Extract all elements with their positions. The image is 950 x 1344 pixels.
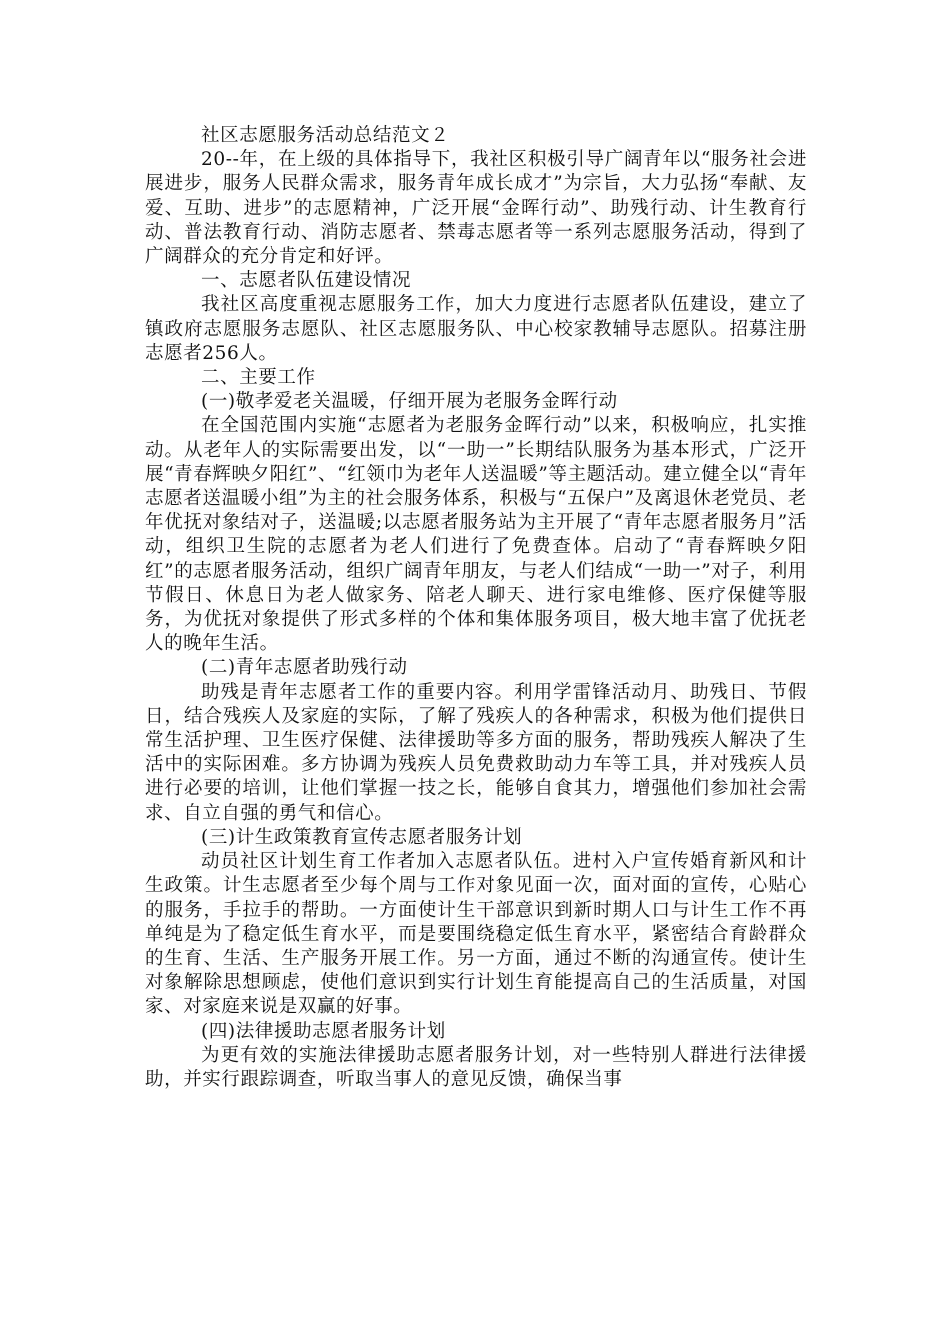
subsection-heading-1: (一)敬孝爱老关温暖，仔细开展为老服务金晖行动 bbox=[201, 391, 618, 413]
paragraph-elderly-service: 在全国范围内实施“志愿者为老服务金晖行动”以来，积极响应，扎实推动。从老年人的实际需要出发，以“一助一”长期结队服务为基本形式，广泛开展“青春辉映夕阳红”、“红领巾为老年人送温暖”等主题活动。建立健全以“青年志愿者送温暖小组”为主的社会服务体系，积极与“五保户”及离退休老党员、老年优抚对象结对子，送温暖;以志愿者服务站为主开展了“青年志愿者服务月”活动，组织卫生院的志愿者为老人们进行了免费查体。启动了“青春辉映夕阳红”的志愿者服务活动，组织广阔青年朋友，与老人们结成“一助一”对子，利用节假日、休息日为老人做家务、陪老人聊天、进行家电维修、医疗保健等服务，为优抚对象提供了形式多样的个体和集体服务项目，极大地丰富了优抚老人的晚年生活。 bbox=[145, 415, 807, 655]
subsection-heading-2: (二)青年志愿者助残行动 bbox=[201, 657, 408, 679]
paragraph-team-building: 我社区高度重视志愿服务工作，加大力度进行志愿者队伍建设，建立了镇政府志愿服务志愿队、社区志愿服务队、中心校家教辅导志愿队。招募注册志愿者256人。 bbox=[145, 294, 807, 364]
subsection-heading-3: (三)计生政策教育宣传志愿者服务计划 bbox=[201, 826, 523, 848]
document-body bbox=[145, 124, 807, 1092]
section-heading-1: 一、志愿者队伍建设情况 bbox=[201, 270, 412, 292]
paragraph-intro: 20--年，在上级的具体指导下，我社区积极引导广阔青年以“服务社会进展进步，服务人民群众需求，服务青年成长成才”为宗旨，大力弘扬“奉献、友爱、互助、进步”的志愿精神，广泛开展“金晖行动”、助残行动、计生教育行动、普法教育行动、消防志愿者、禁毒志愿者等一系列志愿服务活动，得到了广阔群众的充分肯定和好评。 bbox=[145, 149, 807, 268]
paragraph-legal-aid: 为更有效的实施法律援助志愿者服务计划，对一些特别人群进行法律援助，并实行跟踪调查，听取当事人的意见反馈，确保当事 bbox=[145, 1044, 807, 1090]
document-title: 社区志愿服务活动总结范文２ bbox=[201, 125, 450, 146]
paragraph-family-planning: 动员社区计划生育工作者加入志愿者队伍。进村入户宣传婚育新风和计生政策。计生志愿者至少每个周与工作对象见面一次，面对面的宣传，心贴心的服务，手拉手的帮助。一方面使计生干部意识到新时期人口与计生工作不再单纯是为了稳定低生育水平，而是要围绕稳定低生育水平，紧密结合育龄群众的生育、生活、生产服务开展工作。另一方面，通过不断的沟通宣传。使计生对象解除思想顾虑，使他们意识到实行计划生育能提高自己的生活质量，对国家、对家庭来说是双赢的好事。 bbox=[145, 851, 807, 1018]
paragraph-disability-service: 助残是青年志愿者工作的重要内容。利用学雷锋活动月、助残日、节假日，结合残疾人及家庭的实际，了解了残疾人的各种需求，积极为他们提供日常生活护理、卫生医疗保健、法律援助等多方面的服务，帮助残疾人解决了生活中的实际困难。多方协调为残疾人员免费救助动力车等工具，并对残疾人员进行必要的培训，让他们掌握一技之长，能够自食其力，增强他们参加社会需求、自立自强的勇气和信心。 bbox=[145, 681, 807, 824]
section-heading-2: 二、主要工作 bbox=[201, 367, 316, 389]
subsection-heading-4: (四)法律援助志愿者服务计划 bbox=[201, 1020, 446, 1042]
